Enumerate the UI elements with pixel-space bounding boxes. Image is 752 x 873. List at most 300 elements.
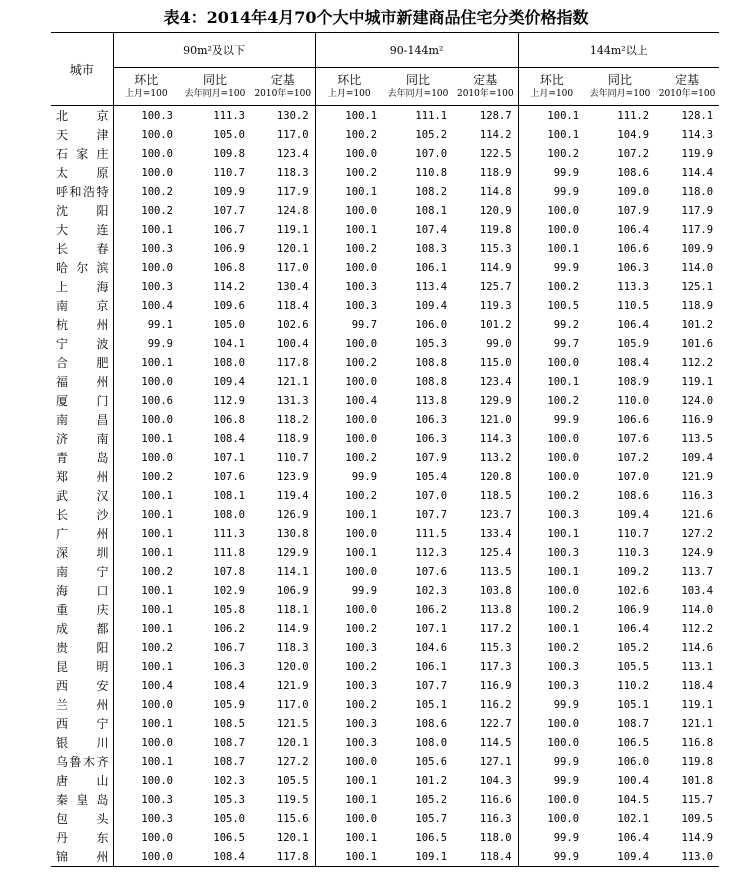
index-value: 100.2 bbox=[315, 657, 383, 676]
index-value: 116.3 bbox=[479, 812, 512, 825]
index-value: 118.9 bbox=[681, 299, 714, 312]
table-row bbox=[51, 391, 719, 410]
index-value: 102.9 bbox=[213, 584, 245, 597]
index-value: 119.8 bbox=[681, 755, 714, 768]
table-row bbox=[51, 429, 719, 448]
index-value: 104.1 bbox=[213, 337, 245, 350]
index-value: 100.0 bbox=[315, 334, 383, 353]
table-row bbox=[51, 695, 719, 714]
index-value: 104.6 bbox=[415, 641, 448, 654]
index-value: 130.8 bbox=[276, 527, 309, 540]
index-value: 121.6 bbox=[681, 508, 714, 521]
index-value: 124.8 bbox=[276, 204, 309, 217]
index-value: 106.3 bbox=[617, 261, 650, 274]
city-name: 合肥 bbox=[51, 353, 113, 372]
index-value: 100.2 bbox=[315, 486, 383, 505]
index-value: 112.3 bbox=[415, 546, 448, 559]
index-value: 110.7 bbox=[213, 166, 245, 179]
index-value: 100.1 bbox=[113, 752, 179, 771]
index-value: 113.8 bbox=[415, 394, 448, 407]
index-value: 123.7 bbox=[479, 508, 512, 521]
index-value: 118.3 bbox=[276, 641, 309, 654]
index-value: 107.1 bbox=[213, 451, 245, 464]
index-value: 117.2 bbox=[479, 622, 512, 635]
index-value: 122.5 bbox=[479, 147, 512, 160]
subheader-cell bbox=[518, 68, 585, 106]
index-value: 107.4 bbox=[415, 223, 448, 236]
subheader-name: 定基 bbox=[473, 72, 498, 87]
index-value: 105.0 bbox=[213, 318, 245, 331]
index-value: 109.9 bbox=[213, 185, 245, 198]
index-value: 116.9 bbox=[681, 413, 714, 426]
index-value: 124.0 bbox=[681, 394, 714, 407]
index-value: 123.9 bbox=[276, 470, 309, 483]
index-value: 108.6 bbox=[617, 166, 650, 179]
index-value: 108.7 bbox=[617, 717, 650, 730]
index-value: 100.1 bbox=[113, 429, 179, 448]
subheader-name: 同比 bbox=[406, 72, 431, 87]
table-row bbox=[51, 581, 719, 600]
index-value: 104.9 bbox=[617, 128, 650, 141]
index-value: 100.0 bbox=[113, 771, 179, 790]
index-value: 107.9 bbox=[415, 451, 448, 464]
index-value: 106.0 bbox=[617, 755, 650, 768]
index-value: 100.0 bbox=[315, 258, 383, 277]
index-value: 111.8 bbox=[213, 546, 245, 559]
index-value: 100.0 bbox=[113, 372, 179, 391]
index-value: 100.0 bbox=[113, 695, 179, 714]
index-value: 109.4 bbox=[585, 847, 655, 867]
index-value: 108.0 bbox=[213, 508, 245, 521]
index-value: 100.2 bbox=[315, 125, 383, 144]
index-value: 100.1 bbox=[315, 828, 383, 847]
index-value: 109.2 bbox=[617, 565, 650, 578]
index-value: 114.5 bbox=[479, 736, 512, 749]
subheader-base: 上月=100 bbox=[530, 88, 574, 99]
index-value: 117.9 bbox=[681, 204, 714, 217]
index-value: 114.1 bbox=[276, 565, 309, 578]
index-value: 108.0 bbox=[213, 356, 245, 369]
index-value: 118.4 bbox=[276, 299, 309, 312]
subheader-cell bbox=[383, 68, 453, 106]
index-value: 100.2 bbox=[315, 448, 383, 467]
table-row bbox=[51, 201, 719, 220]
index-value: 109.6 bbox=[213, 299, 245, 312]
city-name: 长沙 bbox=[51, 505, 113, 524]
subheader-name: 同比 bbox=[608, 72, 633, 87]
index-value: 108.9 bbox=[617, 375, 650, 388]
table-row bbox=[51, 505, 719, 524]
index-value: 117.8 bbox=[276, 356, 309, 369]
index-value: 105.2 bbox=[617, 641, 650, 654]
index-value: 114.2 bbox=[213, 280, 245, 293]
city-name: 南京 bbox=[51, 296, 113, 315]
index-value: 107.1 bbox=[415, 622, 448, 635]
city-name: 南宁 bbox=[51, 562, 113, 581]
index-value: 118.2 bbox=[276, 413, 309, 426]
table-row bbox=[51, 106, 719, 126]
index-value: 106.2 bbox=[415, 603, 448, 616]
index-value: 113.0 bbox=[655, 847, 719, 867]
table-row bbox=[51, 163, 719, 182]
index-value: 100.1 bbox=[518, 524, 585, 543]
index-value: 107.2 bbox=[617, 147, 650, 160]
index-value: 100.3 bbox=[315, 296, 383, 315]
index-value: 121.9 bbox=[276, 679, 309, 692]
city-name: 秦皇岛 bbox=[51, 790, 113, 809]
index-value: 100.1 bbox=[113, 581, 179, 600]
index-value: 108.7 bbox=[213, 755, 245, 768]
index-value: 107.6 bbox=[213, 470, 245, 483]
group-header: 90m²及以下 bbox=[113, 33, 315, 68]
index-value: 99.9 bbox=[518, 752, 585, 771]
index-value: 106.8 bbox=[213, 413, 245, 426]
index-value: 100.1 bbox=[315, 543, 383, 562]
index-value: 100.0 bbox=[518, 429, 585, 448]
index-value: 100.0 bbox=[518, 790, 585, 809]
index-value: 122.7 bbox=[479, 717, 512, 730]
city-name: 重庆 bbox=[51, 600, 113, 619]
index-value: 100.1 bbox=[518, 106, 585, 126]
index-value: 107.0 bbox=[415, 489, 448, 502]
table-row bbox=[51, 372, 719, 391]
index-value: 106.3 bbox=[415, 432, 448, 445]
index-value: 100.1 bbox=[315, 106, 383, 126]
index-value: 114.3 bbox=[479, 432, 512, 445]
index-value: 105.0 bbox=[213, 812, 245, 825]
table-row bbox=[51, 524, 719, 543]
index-value: 107.7 bbox=[213, 204, 245, 217]
index-value: 108.6 bbox=[415, 717, 448, 730]
index-value: 100.1 bbox=[113, 714, 179, 733]
index-value: 116.3 bbox=[681, 489, 714, 502]
city-name: 银川 bbox=[51, 733, 113, 752]
index-value: 120.0 bbox=[276, 660, 309, 673]
index-value: 105.5 bbox=[617, 660, 650, 673]
city-name: 青岛 bbox=[51, 448, 113, 467]
page-title: 表4：2014年4月70个大中城市新建商品住宅分类价格指数 bbox=[163, 8, 589, 27]
index-value: 99.9 bbox=[113, 334, 179, 353]
city-name: 北京 bbox=[51, 106, 113, 126]
city-name: 兰州 bbox=[51, 695, 113, 714]
index-value: 102.6 bbox=[617, 584, 650, 597]
city-name: 贵阳 bbox=[51, 638, 113, 657]
index-value: 105.6 bbox=[415, 755, 448, 768]
index-value: 115.3 bbox=[479, 641, 512, 654]
index-value: 100.4 bbox=[113, 676, 179, 695]
index-value: 100.0 bbox=[315, 410, 383, 429]
subheader-cell bbox=[315, 68, 383, 106]
index-value: 114.9 bbox=[681, 831, 714, 844]
index-value: 125.7 bbox=[479, 280, 512, 293]
index-value: 114.0 bbox=[681, 603, 714, 616]
index-value: 118.9 bbox=[276, 432, 309, 445]
index-value: 108.5 bbox=[213, 717, 245, 730]
index-value: 100.1 bbox=[113, 220, 179, 239]
index-value: 100.3 bbox=[315, 733, 383, 752]
index-value: 108.4 bbox=[179, 847, 251, 867]
city-name: 锦州 bbox=[51, 847, 113, 867]
index-value: 106.0 bbox=[415, 318, 448, 331]
table-row bbox=[51, 239, 719, 258]
index-value: 106.3 bbox=[415, 413, 448, 426]
index-value: 100.1 bbox=[518, 562, 585, 581]
index-value: 119.1 bbox=[276, 223, 309, 236]
index-value: 106.7 bbox=[213, 223, 245, 236]
index-value: 99.9 bbox=[518, 771, 585, 790]
index-value: 100.2 bbox=[315, 163, 383, 182]
price-index-table bbox=[51, 32, 719, 867]
index-value: 100.2 bbox=[113, 562, 179, 581]
index-value: 119.8 bbox=[479, 223, 512, 236]
index-value: 112.2 bbox=[681, 356, 714, 369]
index-value: 110.7 bbox=[617, 527, 650, 540]
index-value: 102.3 bbox=[213, 774, 245, 787]
city-name: 丹东 bbox=[51, 828, 113, 847]
index-value: 127.2 bbox=[276, 755, 309, 768]
subheader-row bbox=[51, 68, 719, 106]
index-value: 108.8 bbox=[415, 375, 448, 388]
index-value: 105.2 bbox=[415, 793, 448, 806]
index-value: 128.7 bbox=[479, 109, 512, 122]
subheader-cell bbox=[655, 68, 719, 106]
city-name: 呼和浩特 bbox=[51, 182, 113, 201]
index-value: 120.1 bbox=[276, 831, 309, 844]
index-value: 100.2 bbox=[113, 201, 179, 220]
index-value: 105.9 bbox=[617, 337, 650, 350]
city-name: 福州 bbox=[51, 372, 113, 391]
index-value: 105.7 bbox=[415, 812, 448, 825]
index-value: 100.3 bbox=[315, 277, 383, 296]
table-row bbox=[51, 182, 719, 201]
city-name: 广州 bbox=[51, 524, 113, 543]
index-value: 113.1 bbox=[681, 660, 714, 673]
subheader-base: 上月=100 bbox=[327, 88, 371, 99]
index-value: 100.3 bbox=[315, 714, 383, 733]
index-value: 99.9 bbox=[315, 581, 383, 600]
city-name: 西安 bbox=[51, 676, 113, 695]
index-value: 116.8 bbox=[681, 736, 714, 749]
index-value: 110.0 bbox=[617, 394, 650, 407]
index-value: 118.4 bbox=[681, 679, 714, 692]
index-value: 100.2 bbox=[113, 638, 179, 657]
table-row bbox=[51, 657, 719, 676]
index-value: 105.1 bbox=[415, 698, 448, 711]
index-value: 100.0 bbox=[518, 809, 585, 828]
index-value: 100.0 bbox=[518, 220, 585, 239]
table-row bbox=[51, 543, 719, 562]
index-value: 117.0 bbox=[276, 128, 309, 141]
city-name: 唐山 bbox=[51, 771, 113, 790]
index-value: 102.1 bbox=[617, 812, 650, 825]
table-row bbox=[51, 315, 719, 334]
index-value: 100.1 bbox=[315, 790, 383, 809]
index-value: 100.0 bbox=[315, 144, 383, 163]
index-value: 100.2 bbox=[518, 638, 585, 657]
index-value: 103.4 bbox=[681, 584, 714, 597]
index-value: 119.5 bbox=[276, 793, 309, 806]
index-value: 100.1 bbox=[113, 657, 179, 676]
index-value: 108.4 bbox=[213, 432, 245, 445]
index-value: 100.2 bbox=[315, 239, 383, 258]
index-value: 113.5 bbox=[681, 432, 714, 445]
index-value: 108.1 bbox=[415, 204, 448, 217]
index-value: 106.5 bbox=[415, 831, 448, 844]
subheader-name: 定基 bbox=[270, 72, 295, 87]
index-value: 106.4 bbox=[617, 318, 650, 331]
index-value: 99.7 bbox=[518, 334, 585, 353]
index-value: 108.8 bbox=[415, 356, 448, 369]
index-value: 100.2 bbox=[518, 391, 585, 410]
index-value: 105.2 bbox=[415, 128, 448, 141]
table-row bbox=[51, 562, 719, 581]
index-value: 104.5 bbox=[617, 793, 650, 806]
table-row bbox=[51, 809, 719, 828]
index-value: 100.0 bbox=[113, 448, 179, 467]
index-value: 133.4 bbox=[479, 527, 512, 540]
table-body bbox=[51, 106, 719, 867]
index-value: 106.7 bbox=[213, 641, 245, 654]
table-row bbox=[51, 714, 719, 733]
index-value: 100.0 bbox=[113, 163, 179, 182]
index-value: 100.1 bbox=[315, 505, 383, 524]
index-value: 124.9 bbox=[681, 546, 714, 559]
index-value: 119.1 bbox=[681, 698, 714, 711]
index-value: 108.2 bbox=[415, 185, 448, 198]
index-value: 108.7 bbox=[213, 736, 245, 749]
index-value: 126.9 bbox=[276, 508, 309, 521]
index-value: 118.4 bbox=[453, 847, 518, 867]
index-value: 100.4 bbox=[113, 296, 179, 315]
index-value: 99.9 bbox=[518, 847, 585, 867]
index-value: 109.4 bbox=[681, 451, 714, 464]
index-value: 108.1 bbox=[213, 489, 245, 502]
index-value: 100.1 bbox=[518, 125, 585, 144]
index-value: 106.1 bbox=[415, 660, 448, 673]
group-header: 144m²以上 bbox=[518, 33, 719, 68]
table-row bbox=[51, 847, 719, 867]
index-value: 118.5 bbox=[479, 489, 512, 502]
index-value: 100.0 bbox=[315, 372, 383, 391]
index-value: 109.5 bbox=[681, 812, 714, 825]
table-row bbox=[51, 277, 719, 296]
index-value: 113.3 bbox=[617, 280, 650, 293]
index-value: 102.6 bbox=[276, 318, 309, 331]
index-value: 107.6 bbox=[415, 565, 448, 578]
index-value: 107.9 bbox=[617, 204, 650, 217]
index-value: 100.1 bbox=[518, 239, 585, 258]
index-value: 106.3 bbox=[213, 660, 245, 673]
index-value: 99.9 bbox=[518, 182, 585, 201]
index-value: 118.0 bbox=[681, 185, 714, 198]
index-value: 99.9 bbox=[518, 828, 585, 847]
index-value: 99.9 bbox=[518, 695, 585, 714]
table-row bbox=[51, 258, 719, 277]
index-value: 108.6 bbox=[617, 489, 650, 502]
index-value: 100.4 bbox=[617, 774, 650, 787]
index-value: 100.1 bbox=[113, 619, 179, 638]
subheader-name: 环比 bbox=[539, 72, 564, 87]
index-value: 100.1 bbox=[113, 353, 179, 372]
table-row bbox=[51, 828, 719, 847]
city-name: 石家庄 bbox=[51, 144, 113, 163]
index-value: 107.0 bbox=[415, 147, 448, 160]
index-value: 113.5 bbox=[479, 565, 512, 578]
index-value: 106.9 bbox=[276, 584, 309, 597]
table-row bbox=[51, 638, 719, 657]
index-value: 100.1 bbox=[113, 524, 179, 543]
index-value: 100.1 bbox=[518, 619, 585, 638]
table-row bbox=[51, 144, 719, 163]
index-value: 106.4 bbox=[617, 831, 650, 844]
index-value: 111.1 bbox=[415, 109, 448, 122]
index-value: 115.3 bbox=[479, 242, 512, 255]
index-value: 108.3 bbox=[415, 242, 448, 255]
index-value: 107.6 bbox=[617, 432, 650, 445]
index-value: 100.0 bbox=[315, 429, 383, 448]
index-value: 106.6 bbox=[617, 413, 650, 426]
index-value: 121.9 bbox=[681, 470, 714, 483]
index-value: 106.4 bbox=[617, 622, 650, 635]
index-value: 121.1 bbox=[681, 717, 714, 730]
index-value: 100.0 bbox=[518, 448, 585, 467]
index-value: 102.3 bbox=[415, 584, 448, 597]
index-value: 119.3 bbox=[479, 299, 512, 312]
city-name: 成都 bbox=[51, 619, 113, 638]
index-value: 100.2 bbox=[518, 486, 585, 505]
index-value: 104.3 bbox=[479, 774, 512, 787]
index-value: 107.2 bbox=[617, 451, 650, 464]
index-value: 127.1 bbox=[479, 755, 512, 768]
subheader-base: 2010年=100 bbox=[658, 88, 716, 99]
index-value: 100.1 bbox=[113, 600, 179, 619]
index-value: 100.2 bbox=[315, 619, 383, 638]
index-value: 105.0 bbox=[213, 128, 245, 141]
index-value: 114.0 bbox=[681, 261, 714, 274]
index-value: 127.2 bbox=[681, 527, 714, 540]
index-value: 101.2 bbox=[415, 774, 448, 787]
index-value: 107.0 bbox=[617, 470, 650, 483]
index-value: 100.2 bbox=[315, 353, 383, 372]
index-value: 100.0 bbox=[315, 524, 383, 543]
index-value: 128.1 bbox=[681, 109, 714, 122]
index-value: 118.1 bbox=[276, 603, 309, 616]
index-value: 105.3 bbox=[415, 337, 448, 350]
index-value: 120.8 bbox=[479, 470, 512, 483]
index-value: 120.1 bbox=[276, 736, 309, 749]
index-value: 99.2 bbox=[518, 315, 585, 334]
index-value: 108.4 bbox=[617, 356, 650, 369]
index-value: 100.2 bbox=[518, 600, 585, 619]
index-value: 114.4 bbox=[681, 166, 714, 179]
index-value: 100.2 bbox=[113, 182, 179, 201]
table-row bbox=[51, 486, 719, 505]
index-value: 100.3 bbox=[315, 638, 383, 657]
index-value: 100.3 bbox=[113, 790, 179, 809]
index-value: 100.3 bbox=[518, 543, 585, 562]
index-value: 100.0 bbox=[315, 752, 383, 771]
index-value: 100.6 bbox=[113, 391, 179, 410]
city-name: 武汉 bbox=[51, 486, 113, 505]
index-value: 109.4 bbox=[617, 508, 650, 521]
index-value: 100.0 bbox=[113, 847, 179, 867]
city-name: 哈尔滨 bbox=[51, 258, 113, 277]
index-value: 99.0 bbox=[486, 337, 512, 350]
index-value: 100.0 bbox=[518, 467, 585, 486]
index-value: 100.0 bbox=[113, 125, 179, 144]
index-value: 107.7 bbox=[415, 508, 448, 521]
group-header: 90-144m² bbox=[315, 33, 518, 68]
